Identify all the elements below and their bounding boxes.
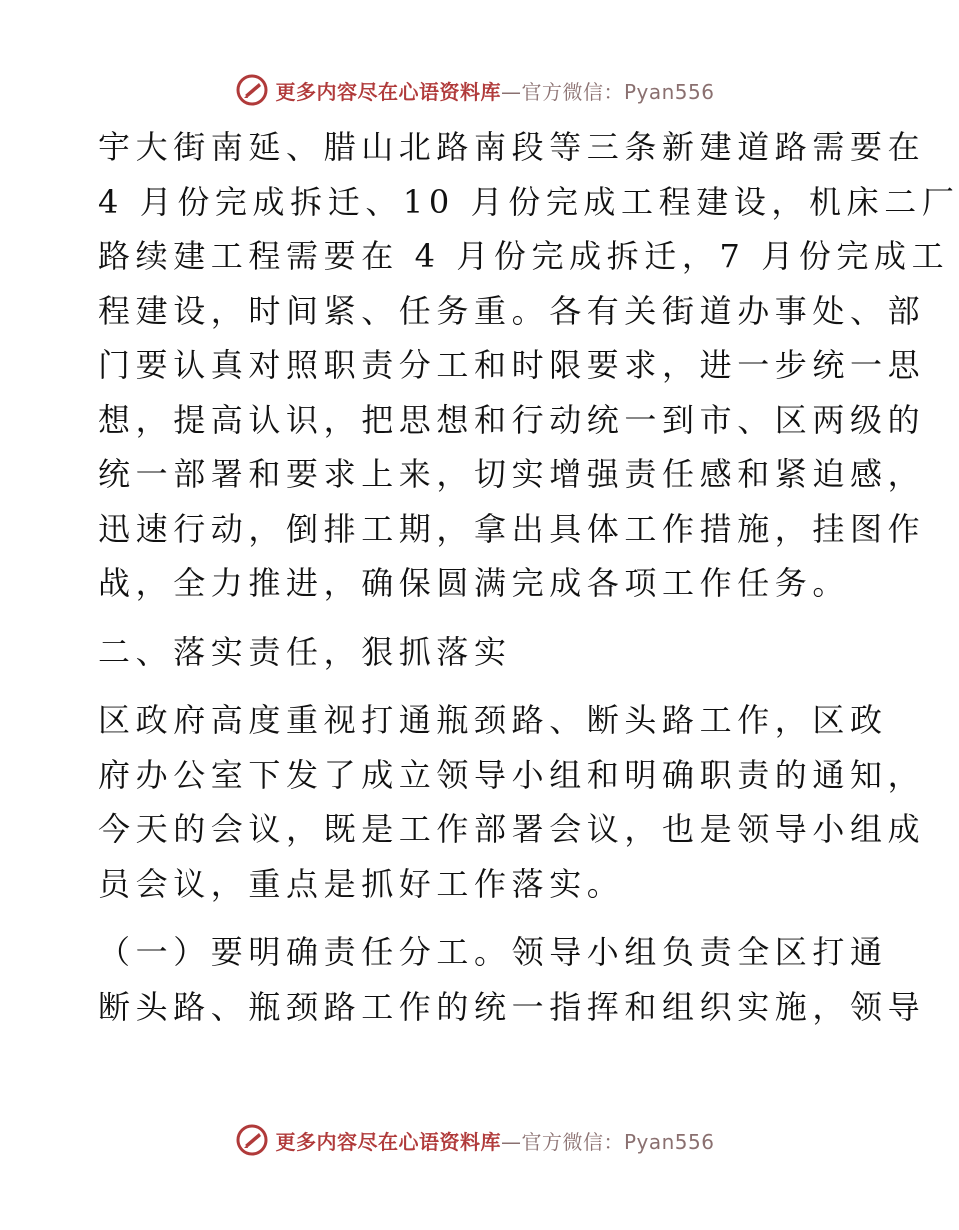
header-banner bbox=[0, 70, 950, 110]
paragraph-3 bbox=[98, 925, 926, 1034]
paragraph-2 bbox=[98, 693, 926, 911]
text-line: 战，全力推进，确保圆满完成各项工作任务。 bbox=[98, 564, 851, 602]
brand-logo-icon bbox=[235, 73, 269, 107]
banner-text-contact: —官方微信：Pyan556 bbox=[500, 79, 715, 104]
text-line: 4 月份完成拆迁、10 月份完成工程建设，机床二厂 bbox=[98, 182, 959, 221]
text-line: 统一部署和要求上来，切实增强责任感和紧迫感， bbox=[98, 455, 926, 493]
banner-text-main: 更多内容尽在心语资料库 bbox=[275, 1129, 501, 1154]
text-line: 门要认真对照职责分工和时限要求，进一步统一思 bbox=[98, 346, 926, 384]
document-body bbox=[98, 120, 959, 1034]
text-line: 断头路、瓶颈路工作的统一指挥和组织实施，领导 bbox=[98, 987, 926, 1026]
text-line: 区政府高度重视打通瓶颈路、断头路工作，区政 bbox=[98, 701, 888, 739]
paragraph-gap bbox=[98, 911, 858, 925]
text-line: 今天的会议，既是工作部署会议，也是领导小组成 bbox=[98, 810, 926, 848]
text-line: 想，提高认识，把思想和行动统一到市、区两级的 bbox=[98, 400, 926, 439]
banner-text bbox=[275, 76, 714, 105]
section-heading: 二、落实责任，狠抓落实 bbox=[98, 632, 512, 671]
paragraph-gap bbox=[98, 679, 858, 693]
footer-banner bbox=[0, 1120, 950, 1160]
text-line: 程建设，时间紧、任务重。各有关街道办事处、部 bbox=[98, 291, 926, 330]
banner-text bbox=[275, 1126, 714, 1155]
text-line: 府办公室下发了成立领导小组和明确职责的通知， bbox=[98, 755, 926, 794]
paragraph-gap bbox=[98, 611, 858, 625]
banner-text-main: 更多内容尽在心语资料库 bbox=[275, 79, 501, 104]
text-line: 员会议，重点是抓好工作落实。 bbox=[98, 864, 625, 903]
text-line: 迅速行动，倒排工期，拿出具体工作措施，挂图作 bbox=[98, 509, 926, 548]
brand-logo-icon bbox=[235, 1123, 269, 1157]
banner-text-contact: —官方微信：Pyan556 bbox=[500, 1129, 715, 1154]
text-line: 路续建工程需要在 4 月份完成拆迁，7 月份完成工 bbox=[98, 237, 950, 275]
text-line: （一）要明确责任分工。领导小组负责全区打通 bbox=[98, 933, 888, 971]
paragraph-1 bbox=[98, 120, 959, 611]
text-line: 宇大街南延、腊山北路南段等三条新建道路需要在 bbox=[98, 128, 926, 166]
